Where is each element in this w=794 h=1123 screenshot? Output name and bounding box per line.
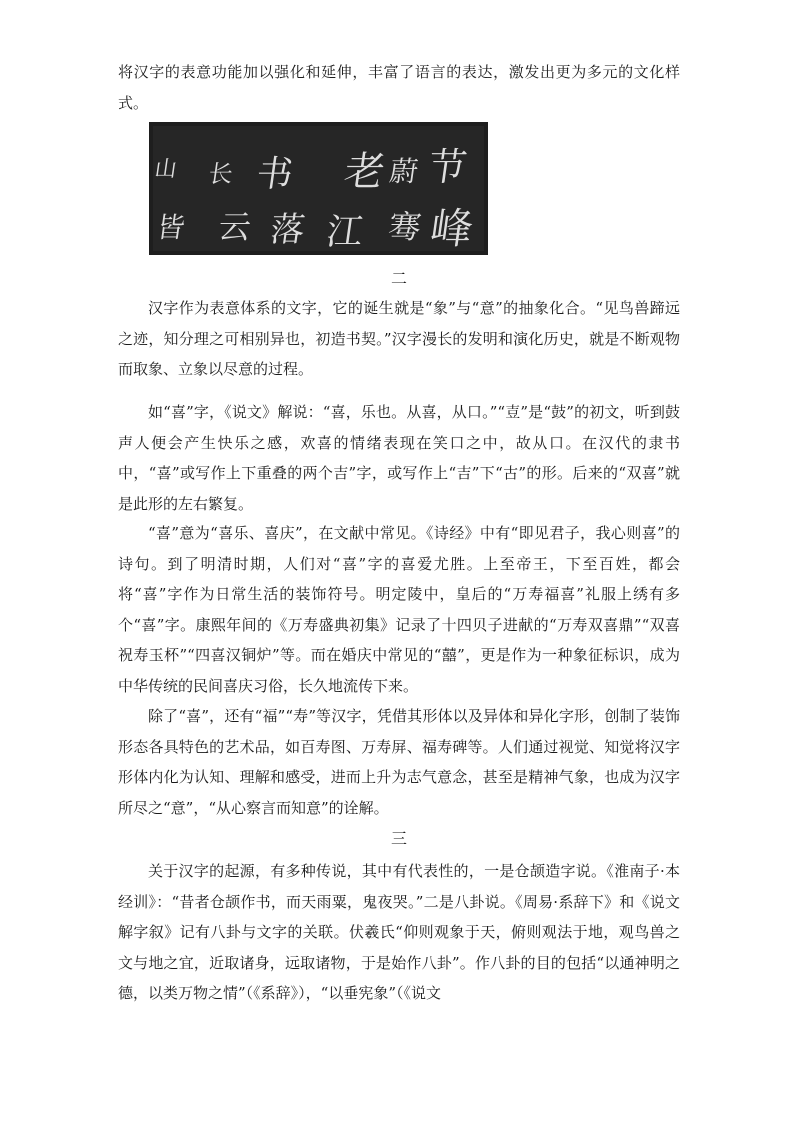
rubbing-glyph: 落 (267, 210, 308, 250)
rubbing-glyph: 老 (341, 149, 388, 195)
rubbing-glyph: 山 (152, 157, 179, 182)
section-heading-2: 二 (390, 269, 407, 288)
rubbing-glyph: 峰 (427, 204, 477, 253)
rubbing-glyph: 骞 (386, 208, 424, 246)
rubbing-glyph: 云 (216, 208, 254, 246)
body-paragraph: 汉字作为表意体系的文字，它的诞生就是“象”与“意”的抽象化合。“见鸟兽蹄远之迹，知分理之可相别异也，初造书契。”汉字漫长的发明和演化历史，就是不断观物而取象、立象以尽意的过程。 (118, 299, 680, 379)
body-paragraph: 除了“喜”，还有“福”“寿”等汉字，凭借其形体以及异体和异化字形，创制了装饰形态各具特色的艺术品，如百寿图、万寿屏、福寿碑等。人们通过视觉、知觉将汉字形体内化为认知、理解和感受，进而上升为志气意念，甚至是精神气象，也成为汉字所尽之“意”，“从心察言而知意”的诠解。 (118, 707, 680, 817)
rubbing-glyph: 皆 (154, 211, 188, 244)
body-paragraph: 如“喜”字，《说文》解说：“喜，乐也。从喜，从口。”“壴”是“鼓”的初文，听到鼓声人便会产生快乐之感，欢喜的情绪表现在笑口之中，故从口。在汉代的隶书中，“喜”或写作上下重叠的两个吉”字，或写作上“吉”下“古”的形。后来的“双喜”就是此形的左右繁复。 (118, 403, 680, 513)
rubbing-glyph: 蔚 (387, 155, 421, 188)
rubbing-glyph: 长 (206, 160, 235, 188)
rubbing-glyph: 书 (253, 154, 296, 195)
calligraphy-rubbing-image (149, 122, 488, 255)
rubbing-glyph: 江 (323, 212, 366, 253)
body-paragraph: 关于汉字的起源，有多种传说，其中有代表性的，一是仓颉造字说。《淮南子·本经训》：“昔者仓颉作书，而天雨粟，鬼夜哭。”二是八卦说。《周易·系辞下》和《说文解字叙》记有八卦与文字的关联。伏羲氏“仰则观象于天，俯则观法于地，观鸟兽之文与地之宜，近取诸身，远取诸物，于是始作八卦”。作八卦的目的包括“以通神明之德，以类万物之情”（《系辞》），“以垂宪象”（《说文 (118, 862, 680, 1003)
body-paragraph: “喜”意为“喜乐、喜庆”，在文献中常见。《诗经》中有“即见君子，我心则喜”的诗句。到了明清时期，人们对“喜”字的喜爱尤胜。上至帝王，下至百姓，都会将“喜”字作为日常生活的装饰符号。明定陵中，皇后的“万寿福喜”礼服上绣有多个“喜”字。康熙年间的《万寿盛典初集》记录了十四贝子进献的“万寿双喜鼎”“双喜祝寿玉杯”“四喜汉铜炉”等。而在婚庆中常见的“囍”，更是作为一种象征标识，成为中华传统的民间喜庆习俗，长久地流传下来。 (118, 524, 680, 695)
section-heading-3: 三 (390, 829, 407, 848)
intro-paragraph: 将汉字的表意功能加以强化和延伸，丰富了语言的表达，激发出更为多元的文化样式。 (118, 63, 680, 112)
rubbing-glyph: 节 (425, 145, 470, 189)
